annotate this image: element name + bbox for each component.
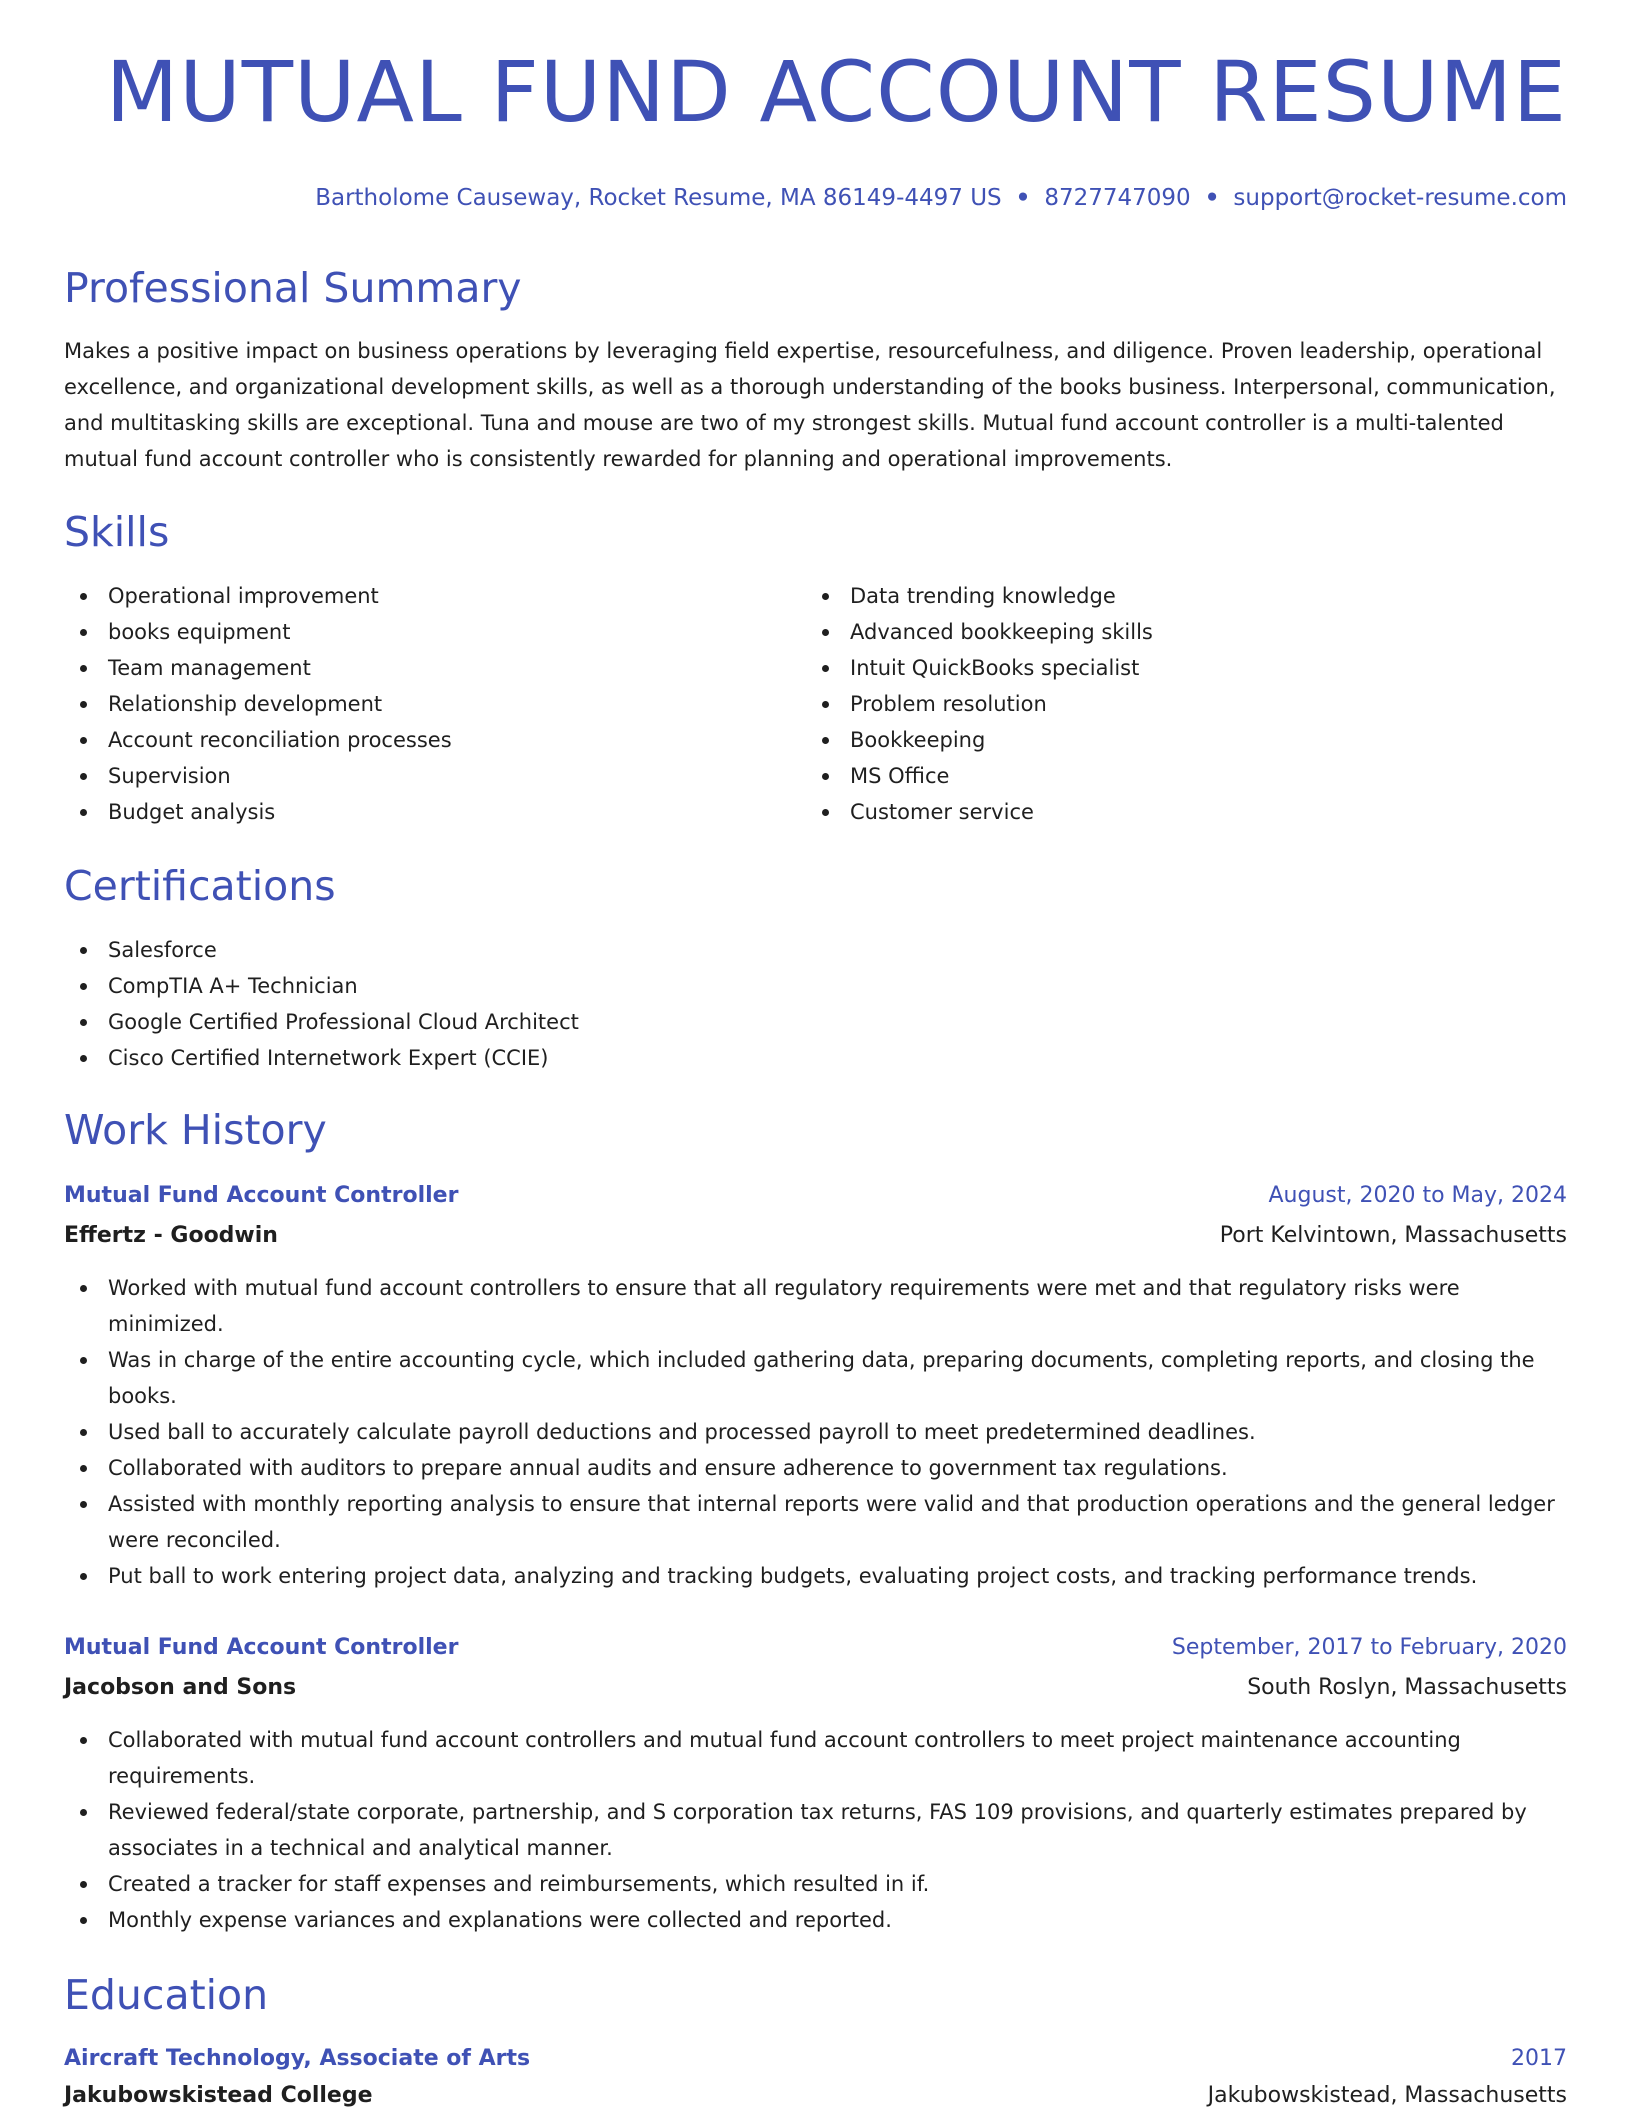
certification-item: Cisco Certified Internetwork Expert (CCIE) [64, 1040, 964, 1076]
skill-item: Team management [64, 650, 764, 686]
job-duty: Created a tracker for staff expenses and reimbursements, which resulted in if. [64, 1866, 1567, 1902]
job-duties-list [64, 1722, 1567, 1938]
skill-item: Bookkeeping [806, 722, 1506, 758]
contact-line [315, 183, 1567, 213]
summary-heading: Professional Summary [64, 264, 522, 312]
skill-item: Problem resolution [806, 686, 1506, 722]
job-duty: Monthly expense variances and explanations were collected and reported. [64, 1902, 1567, 1938]
job-header [64, 1630, 1567, 1666]
certification-item: Google Certified Professional Cloud Architect [64, 1004, 964, 1040]
job-company: Jacobson and Sons [64, 1675, 297, 1700]
skills-list-left [64, 578, 764, 830]
certification-item: CompTIA A+ Technician [64, 968, 964, 1004]
job-dates: August, 2020 to May, 2024 [1268, 1183, 1567, 1208]
education-year: 2017 [1511, 2046, 1567, 2071]
education-school: Jakubowskistead College [64, 2083, 373, 2108]
job-duty: Used ball to accurately calculate payroll deductions and processed payroll to meet predetermined deadlines. [64, 1414, 1567, 1450]
job-duty: Put ball to work entering project data, analyzing and tracking budgets, evaluating project costs, and tracking performance trends. [64, 1558, 1567, 1594]
skills-list-right [806, 578, 1506, 830]
job-location: Port Kelvintown, Massachusetts [1219, 1223, 1567, 1248]
job-employer-row [64, 1218, 1567, 1254]
contact-address: Bartholome Causeway, Rocket Resume, MA 86149-4497 US [315, 185, 1002, 211]
skill-item: Intuit QuickBooks specialist [806, 650, 1506, 686]
skill-item: Account reconciliation processes [64, 722, 764, 758]
job-duty: Worked with mutual fund account controllers to ensure that all regulatory requirements were met and that regulatory risks were minimized. [64, 1270, 1567, 1342]
job-location: South Roslyn, Massachusetts [1247, 1675, 1567, 1700]
job-company: Effertz - Goodwin [64, 1223, 278, 1248]
job-employer-row [64, 1670, 1567, 1706]
work-history-heading: Work History [64, 1106, 327, 1154]
certification-item: Salesforce [64, 932, 964, 968]
education-heading: Education [64, 1971, 269, 2019]
education-degree: Aircraft Technology, Associate of Arts [64, 2046, 531, 2071]
job-dates: September, 2017 to February, 2020 [1171, 1635, 1567, 1660]
contact-phone: 8727747090 [1044, 185, 1191, 211]
contact-email: support@rocket-resume.com [1233, 185, 1567, 211]
job-duties-list [64, 1270, 1567, 1594]
job-duty: Was in charge of the entire accounting cycle, which included gathering data, preparing documents, completing reports, and closing the books. [64, 1342, 1567, 1414]
education-school-row [64, 2078, 1567, 2114]
job-title: Mutual Fund Account Controller [64, 1635, 459, 1660]
skill-item: MS Office [806, 758, 1506, 794]
certifications-list [64, 932, 964, 1076]
skill-item: Advanced bookkeeping skills [806, 614, 1506, 650]
skill-item: Budget analysis [64, 794, 764, 830]
job-duty: Collaborated with auditors to prepare annual audits and ensure adherence to government tax regulations. [64, 1450, 1567, 1486]
education-location: Jakubowskistead, Massachusetts [1207, 2083, 1567, 2108]
skill-item: Operational improvement [64, 578, 764, 614]
job-header [64, 1178, 1567, 1214]
skill-item: Supervision [64, 758, 764, 794]
skill-item: Data trending knowledge [806, 578, 1506, 614]
job-duty: Assisted with monthly reporting analysis to ensure that internal reports were valid and that production operations and the general ledger were reconciled. [64, 1486, 1567, 1558]
summary-text: Makes a positive impact on business operations by leveraging field expertise, resourcefulness, and diligence. Proven leadership, operational excellence, and organizational development skills, as well as a thorough understanding of the books business. Interpersonal, communication, and multitasking skills are exceptional. Tuna and mouse are two of my strongest skills. Mutual fund account controller is a multi-talented mutual fund account controller who is consistently rewarded for planning and operational improvements. [64, 339, 1556, 471]
skills-heading: Skills [64, 508, 170, 556]
contact-separator: • [1015, 185, 1031, 211]
skill-item: Customer service [806, 794, 1506, 830]
job-title: Mutual Fund Account Controller [64, 1183, 459, 1208]
skill-item: books equipment [64, 614, 764, 650]
job-duty: Reviewed federal/state corporate, partnership, and S corporation tax returns, FAS 109 provisions, and quarterly estimates prepared by associates in a technical and analytical manner. [64, 1794, 1567, 1866]
skill-item: Relationship development [64, 686, 764, 722]
job-duty: Collaborated with mutual fund account controllers and mutual fund account controllers to meet project maintenance accounting requirements. [64, 1722, 1567, 1794]
certifications-heading: Certifications [64, 862, 336, 910]
resume-title: MUTUAL FUND ACCOUNT RESUME [105, 43, 1567, 141]
education-header [64, 2041, 1567, 2077]
contact-separator: • [1204, 185, 1220, 211]
